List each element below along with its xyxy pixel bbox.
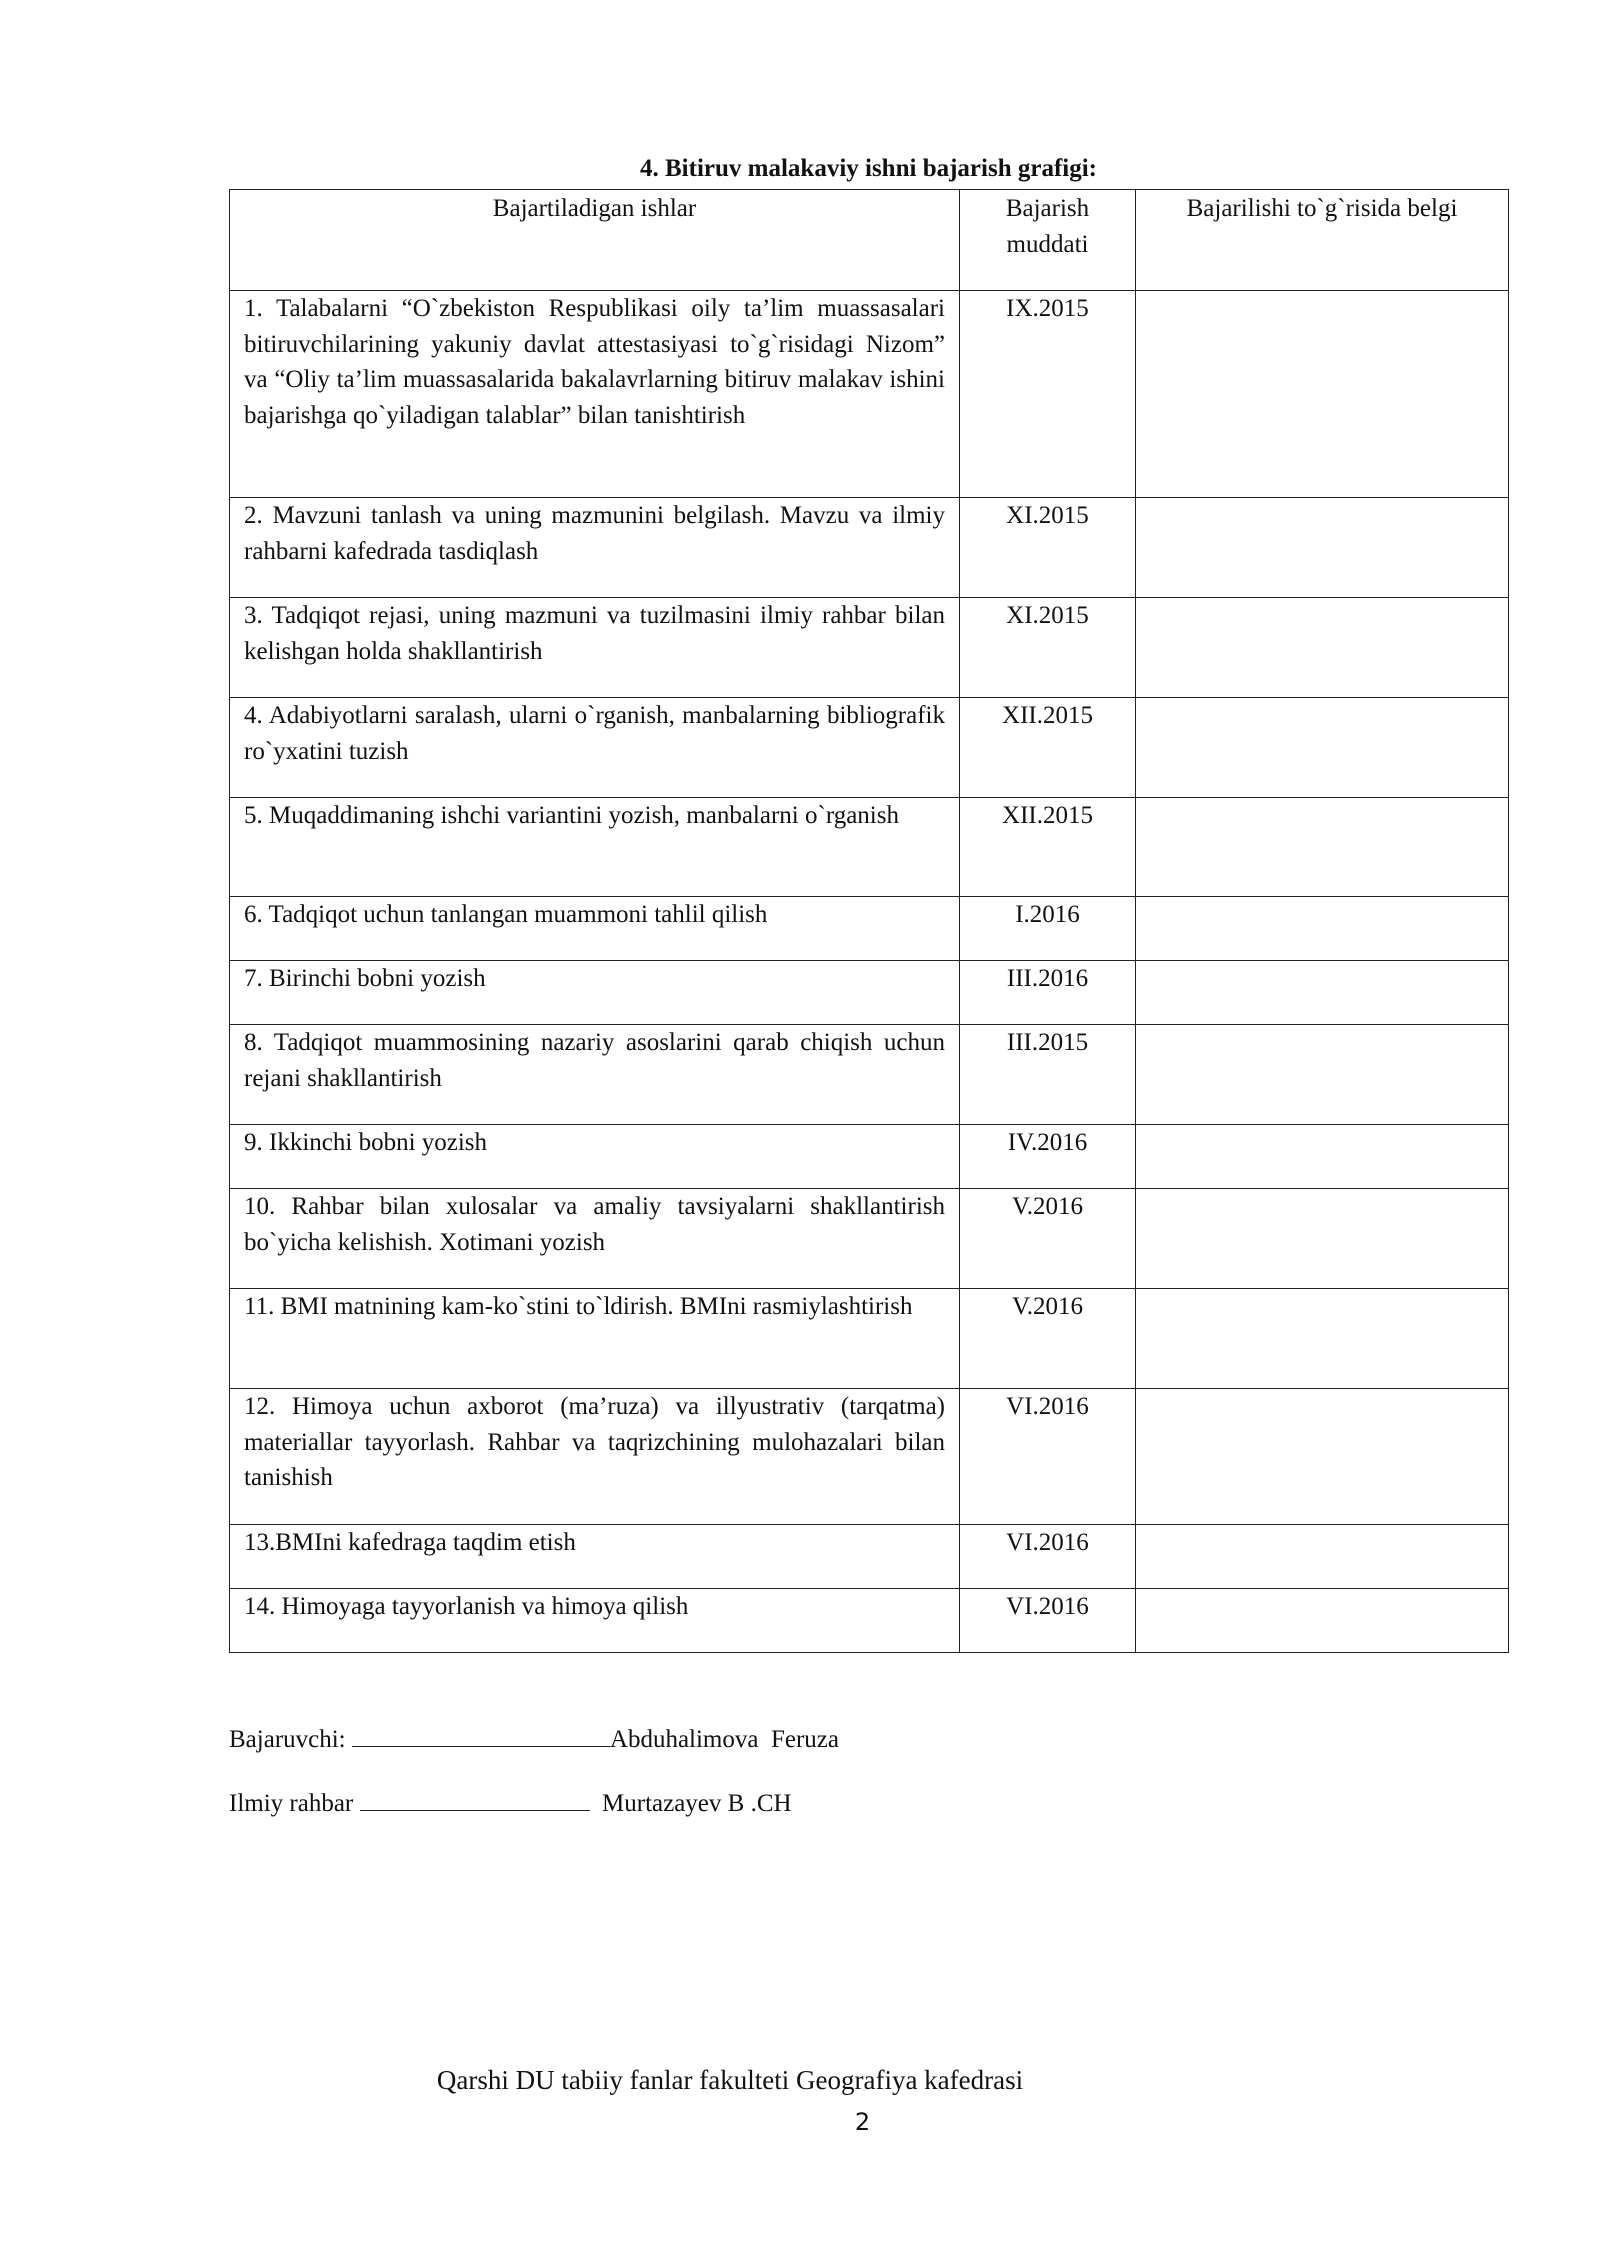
- deadline-cell: III.2015: [960, 1025, 1136, 1125]
- table-row: [230, 498, 1509, 598]
- task-cell: [230, 291, 960, 498]
- mark-cell: [1136, 961, 1509, 1025]
- table-row: [230, 961, 1509, 1025]
- deadline-cell: V.2016: [960, 1189, 1136, 1289]
- mark-cell: [1136, 1289, 1509, 1389]
- table-row: [230, 1125, 1509, 1189]
- table-row: [230, 897, 1509, 961]
- task-cell: [230, 798, 960, 897]
- mark-cell: [1136, 1589, 1509, 1653]
- executor-signature-blank: [352, 1720, 610, 1747]
- task-text: 3. Tadqiqot rejasi, uning mazmuni va tuzilmasini ilmiy rahbar bilan kelishgan holda shakllantirish: [244, 602, 945, 665]
- deadline-cell: VI.2016: [960, 1525, 1136, 1589]
- deadline-cell: I.2016: [960, 897, 1136, 961]
- task-text: 13.BMIni kafedraga taqdim etish: [244, 1529, 576, 1556]
- task-cell: [230, 498, 960, 598]
- supervisor-signature-blank: [360, 1784, 590, 1811]
- deadline-cell: XII.2015: [960, 798, 1136, 897]
- task-text: 8. Tadqiqot muammosining nazariy asoslarini qarab chiqish uchun rejani shakllantirish: [244, 1029, 945, 1092]
- task-cell: [230, 1025, 960, 1125]
- table-row: [230, 291, 1509, 498]
- page-number: 2: [854, 2108, 871, 2136]
- deadline-cell: III.2016: [960, 961, 1136, 1025]
- mark-cell: [1136, 798, 1509, 897]
- task-cell: [230, 1189, 960, 1289]
- deadline-cell: VI.2016: [960, 1589, 1136, 1653]
- executor-name: Abduhalimova Feruza: [609, 1726, 839, 1753]
- header-deadline: Bajarish muddati: [960, 190, 1136, 291]
- mark-cell: [1136, 1189, 1509, 1289]
- supervisor-signature: [229, 1784, 792, 1821]
- task-cell: [230, 598, 960, 698]
- table-row: [230, 698, 1509, 798]
- table-row: [230, 1025, 1509, 1125]
- mark-cell: [1136, 1125, 1509, 1189]
- task-cell: [230, 961, 960, 1025]
- task-text: 14. Himoyaga tayyorlanish va himoya qilish: [244, 1593, 689, 1620]
- mark-cell: [1136, 698, 1509, 798]
- task-cell: [230, 1289, 960, 1389]
- table-row: [230, 1189, 1509, 1289]
- deadline-cell: IV.2016: [960, 1125, 1136, 1189]
- mark-cell: [1136, 498, 1509, 598]
- deadline-cell: VI.2016: [960, 1389, 1136, 1525]
- mark-cell: [1136, 897, 1509, 961]
- task-text: 7. Birinchi bobni yozish: [244, 965, 486, 992]
- header-mark: Bajarilishi to`g`risida belgi: [1136, 190, 1509, 291]
- mark-cell: [1136, 598, 1509, 698]
- task-cell: [230, 1125, 960, 1189]
- task-text: 6. Tadqiqot uchun tanlangan muammoni tahlil qilish: [244, 901, 768, 928]
- table-row: [230, 1589, 1509, 1653]
- task-cell: [230, 897, 960, 961]
- schedule-table: [229, 189, 1509, 1653]
- table-row: [230, 598, 1509, 698]
- deadline-cell: XI.2015: [960, 598, 1136, 698]
- supervisor-name: Murtazayev B .CH: [602, 1790, 792, 1817]
- table-row: [230, 1389, 1509, 1525]
- supervisor-label: Ilmiy rahbar: [229, 1790, 354, 1817]
- mark-cell: [1136, 291, 1509, 498]
- header-tasks: Bajartiladigan ishlar: [230, 190, 960, 291]
- task-text: 9. Ikkinchi bobni yozish: [244, 1129, 488, 1156]
- task-cell: [230, 698, 960, 798]
- task-text: 4. Adabiyotlarni saralash, ularni o`rganish, manbalarning bibliografik ro`yxatini tuzish: [244, 702, 945, 765]
- mark-cell: [1136, 1025, 1509, 1125]
- table-row: [230, 1289, 1509, 1389]
- task-text: 10. Rahbar bilan xulosalar va amaliy tavsiyalarni shakllantirish bo`yicha kelishish. Xotimani yozish: [244, 1193, 945, 1256]
- executor-label: Bajaruvchi:: [229, 1726, 346, 1753]
- table-header-row: [230, 190, 1509, 291]
- task-cell: [230, 1589, 960, 1653]
- page-title: 4. Bitiruv malakaviy ishni bajarish grafigi:: [640, 155, 1097, 182]
- task-text: 2. Mavzuni tanlash va uning mazmunini belgilash. Mavzu va ilmiy rahbarni kafedrada tasdiqlash: [244, 502, 945, 565]
- deadline-cell: XI.2015: [960, 498, 1136, 598]
- executor-signature: [229, 1720, 839, 1757]
- mark-cell: [1136, 1525, 1509, 1589]
- table-row: [230, 798, 1509, 897]
- task-text: 1. Talabalarni “O`zbekiston Respublikasi oily ta’lim muassasalari bitiruvchilarining yakuniy davlat attestasiyasi to`g`risidagi Nizom” va “Oliy ta’lim muassasalarida bakalavrlarning bitiruv malakav ishini bajarishga qo`yiladigan talablar” bilan tanishtirish: [244, 295, 945, 429]
- task-text: 11. BMI matnining kam-ko`stini to`ldirish. BMIni rasmiylashtirish: [244, 1293, 913, 1320]
- task-text: 5. Muqaddimaning ishchi variantini yozish, manbalarni o`rganish: [244, 802, 899, 829]
- task-text: 12. Himoya uchun axborot (ma’ruza) va illyustrativ (tarqatma) materiallar tayyorlash. Rahbar va taqrizchining mulohazalari bilan tanishish: [244, 1393, 945, 1491]
- task-cell: [230, 1389, 960, 1525]
- deadline-cell: IX.2015: [960, 291, 1136, 498]
- table-row: [230, 1525, 1509, 1589]
- task-cell: [230, 1525, 960, 1589]
- deadline-cell: XII.2015: [960, 698, 1136, 798]
- footer-text: Qarshi DU tabiiy fanlar fakulteti Geografiya kafedrasi: [436, 2065, 1024, 2095]
- deadline-cell: V.2016: [960, 1289, 1136, 1389]
- mark-cell: [1136, 1389, 1509, 1525]
